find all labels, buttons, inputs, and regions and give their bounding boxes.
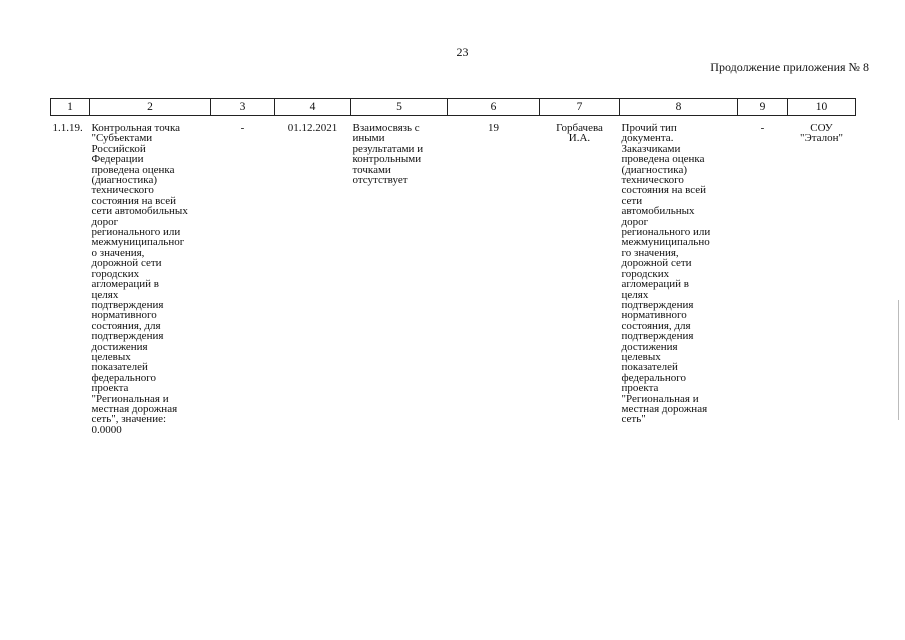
column-header-10: 10 — [788, 99, 856, 116]
column-header-4: 4 — [275, 99, 351, 116]
column-header-5: 5 — [351, 99, 448, 116]
responsible-person: Горбачева И.А. — [556, 122, 603, 145]
column-header-7: 7 — [540, 99, 620, 116]
row-number: 1.1.19. — [52, 122, 83, 134]
column-header-6: 6 — [448, 99, 540, 116]
appendix-table — [50, 98, 856, 435]
cell-col3: - — [240, 122, 245, 134]
table-row — [51, 116, 856, 436]
date-cell: 01.12.2021 — [287, 122, 338, 134]
column-header-9: 9 — [738, 99, 788, 116]
organization-cell: СОУ "Эталон" — [799, 122, 844, 145]
document-type-description: Прочий тип документа. Заказчиками проведена оценка (диагностика) технического состояния на всей сети автомобильных дорог регионального или межмуниципально го значения, дорожной сети городских агломераций в целях подтверждения нормативного состояния, для подтверждения достижения целевых показателей федерального проекта "Региональная и местная дорожная сеть" — [621, 122, 711, 426]
column-header-2: 2 — [90, 99, 211, 116]
control-point-description: Контрольная точка "Субъектами Российской Федерации проведена оценка (диагностика) технического состояния на всей сети автомобильных дорог регионального или межмуниципальног о значения, дорожной сети городских агломераций в целях подтверждения нормативного состояния, для подтверждения достижения целевых показателей федерального проекта "Региональная и местная дорожная сеть", значение: 0.0000 — [91, 122, 188, 436]
relation-cell: Взаимосвязь с иными результатами и контрольными точками отсутствует — [352, 122, 424, 187]
appendix-continuation-note: Продолжение приложения № 8 — [710, 60, 869, 74]
column-header-8: 8 — [620, 99, 738, 116]
cell-col9: - — [760, 122, 765, 134]
column-header-1: 1 — [51, 99, 90, 116]
code-cell: 19 — [488, 122, 499, 134]
header-row — [51, 99, 856, 116]
scan-edge-mark — [898, 300, 899, 420]
page-number: 23 — [456, 45, 469, 59]
column-header-3: 3 — [211, 99, 275, 116]
